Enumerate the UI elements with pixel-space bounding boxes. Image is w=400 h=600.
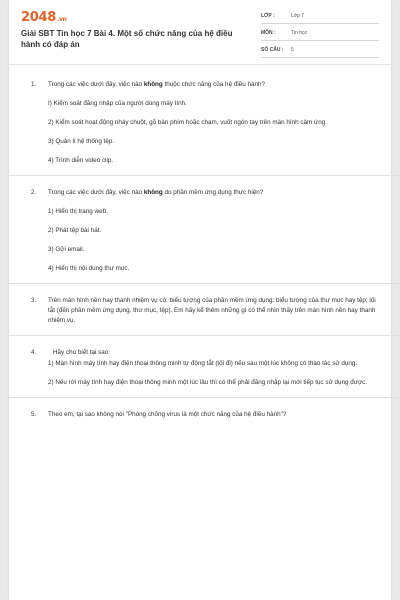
question-text: Trên màn hình nền hay thanh nhiệm vụ có: biểu tượng của phần mềm ứng dụng; biểu tượng của thư mục hay tệp; lối tắt (đến phần mềm ứng dụng, thư mục, tệp). Em hãy kể thêm những gì có thể nhìn thấy trên màn hình nền hay thanh nhiệm vụ.	[48, 297, 376, 324]
question-divider	[9, 283, 400, 284]
question-option: 1) Hiển thị trang web.	[48, 208, 108, 215]
question-number: 1.	[31, 81, 37, 88]
meta-row-class	[261, 10, 379, 24]
site-logo[interactable]	[21, 10, 67, 25]
question-list	[31, 80, 383, 429]
question-text-part: Trong các việc dưới đây, việc nào	[48, 81, 144, 88]
question-text-emphasis: không	[143, 81, 163, 88]
question-divider	[9, 175, 400, 176]
question-divider	[9, 335, 400, 336]
question-5	[31, 410, 383, 420]
question-4	[31, 348, 383, 388]
question-number: 4.	[31, 349, 37, 356]
question-text	[48, 188, 383, 198]
question-text-emphasis: không	[143, 189, 163, 196]
question-option: 2) Phát tệp bài hát.	[48, 227, 102, 234]
meta-value: Tin học	[291, 30, 308, 36]
question-option: I) Kiểm soát đăng nhập của người dùng máy tính.	[48, 100, 187, 107]
document-title: Giải SBT Tin học 7 Bài 4. Một số chức năng của hệ điều hành có đáp án	[21, 29, 233, 49]
logo-text: 2048	[21, 10, 56, 25]
question-1	[31, 80, 383, 166]
document-meta	[261, 10, 379, 61]
meta-row-subject	[261, 27, 379, 41]
document-page	[9, 0, 391, 600]
question-text-part: thuộc chức năng của hệ điều hành?	[162, 81, 265, 88]
question-option: 3) Quản lí hệ thống tệp.	[48, 138, 115, 145]
question-number: 2.	[31, 189, 37, 196]
question-option: 4) Trình diễn video clip.	[48, 157, 114, 164]
meta-key: LỚP :	[261, 13, 275, 19]
question-divider	[9, 397, 400, 398]
question-option: 1) Màn hình máy tính hay điện thoại thông minh tự động tắt (tối đi) nếu sau một lúc không có thao tác sử dụng.	[48, 360, 358, 367]
meta-value: 5	[291, 47, 294, 53]
question-text	[48, 80, 383, 90]
question-text: Theo em, tại sao không nói "Phòng chống virus là một chức năng của hệ điều hành"?	[48, 411, 287, 418]
question-text-part: Trong các việc dưới đây, việc nào	[48, 189, 144, 196]
question-option: 4) Hiển thị nội dung thư mục.	[48, 265, 130, 272]
question-text: Hãy cho biết tại sao:	[53, 349, 111, 356]
question-2	[31, 188, 383, 274]
question-option: 2) Nếu rời máy tính hay điện thoại thông minh một lúc lâu thì có thể phải đăng nhập lại mới tiếp tục sử dụng được.	[48, 379, 368, 386]
document-header	[9, 0, 391, 65]
question-number: 3.	[31, 297, 37, 304]
meta-key: MÔN :	[261, 30, 276, 36]
question-text-part: do phần mềm ứng dụng thực hiện?	[162, 189, 264, 196]
question-number: 5.	[31, 411, 37, 418]
meta-value: Lớp 7	[291, 13, 305, 19]
question-option: 3) Gửi email.	[48, 246, 85, 253]
meta-key: SỐ CÂU :	[261, 47, 284, 53]
meta-row-question-count	[261, 44, 379, 58]
question-option: 2) Kiểm soát hoạt động nháy chuột, gõ bàn phím hoặc chạm, vuốt ngón tay trên màn hình cảm ứng.	[48, 119, 328, 126]
logo-domain: .vn	[56, 16, 67, 23]
question-3	[31, 296, 383, 326]
